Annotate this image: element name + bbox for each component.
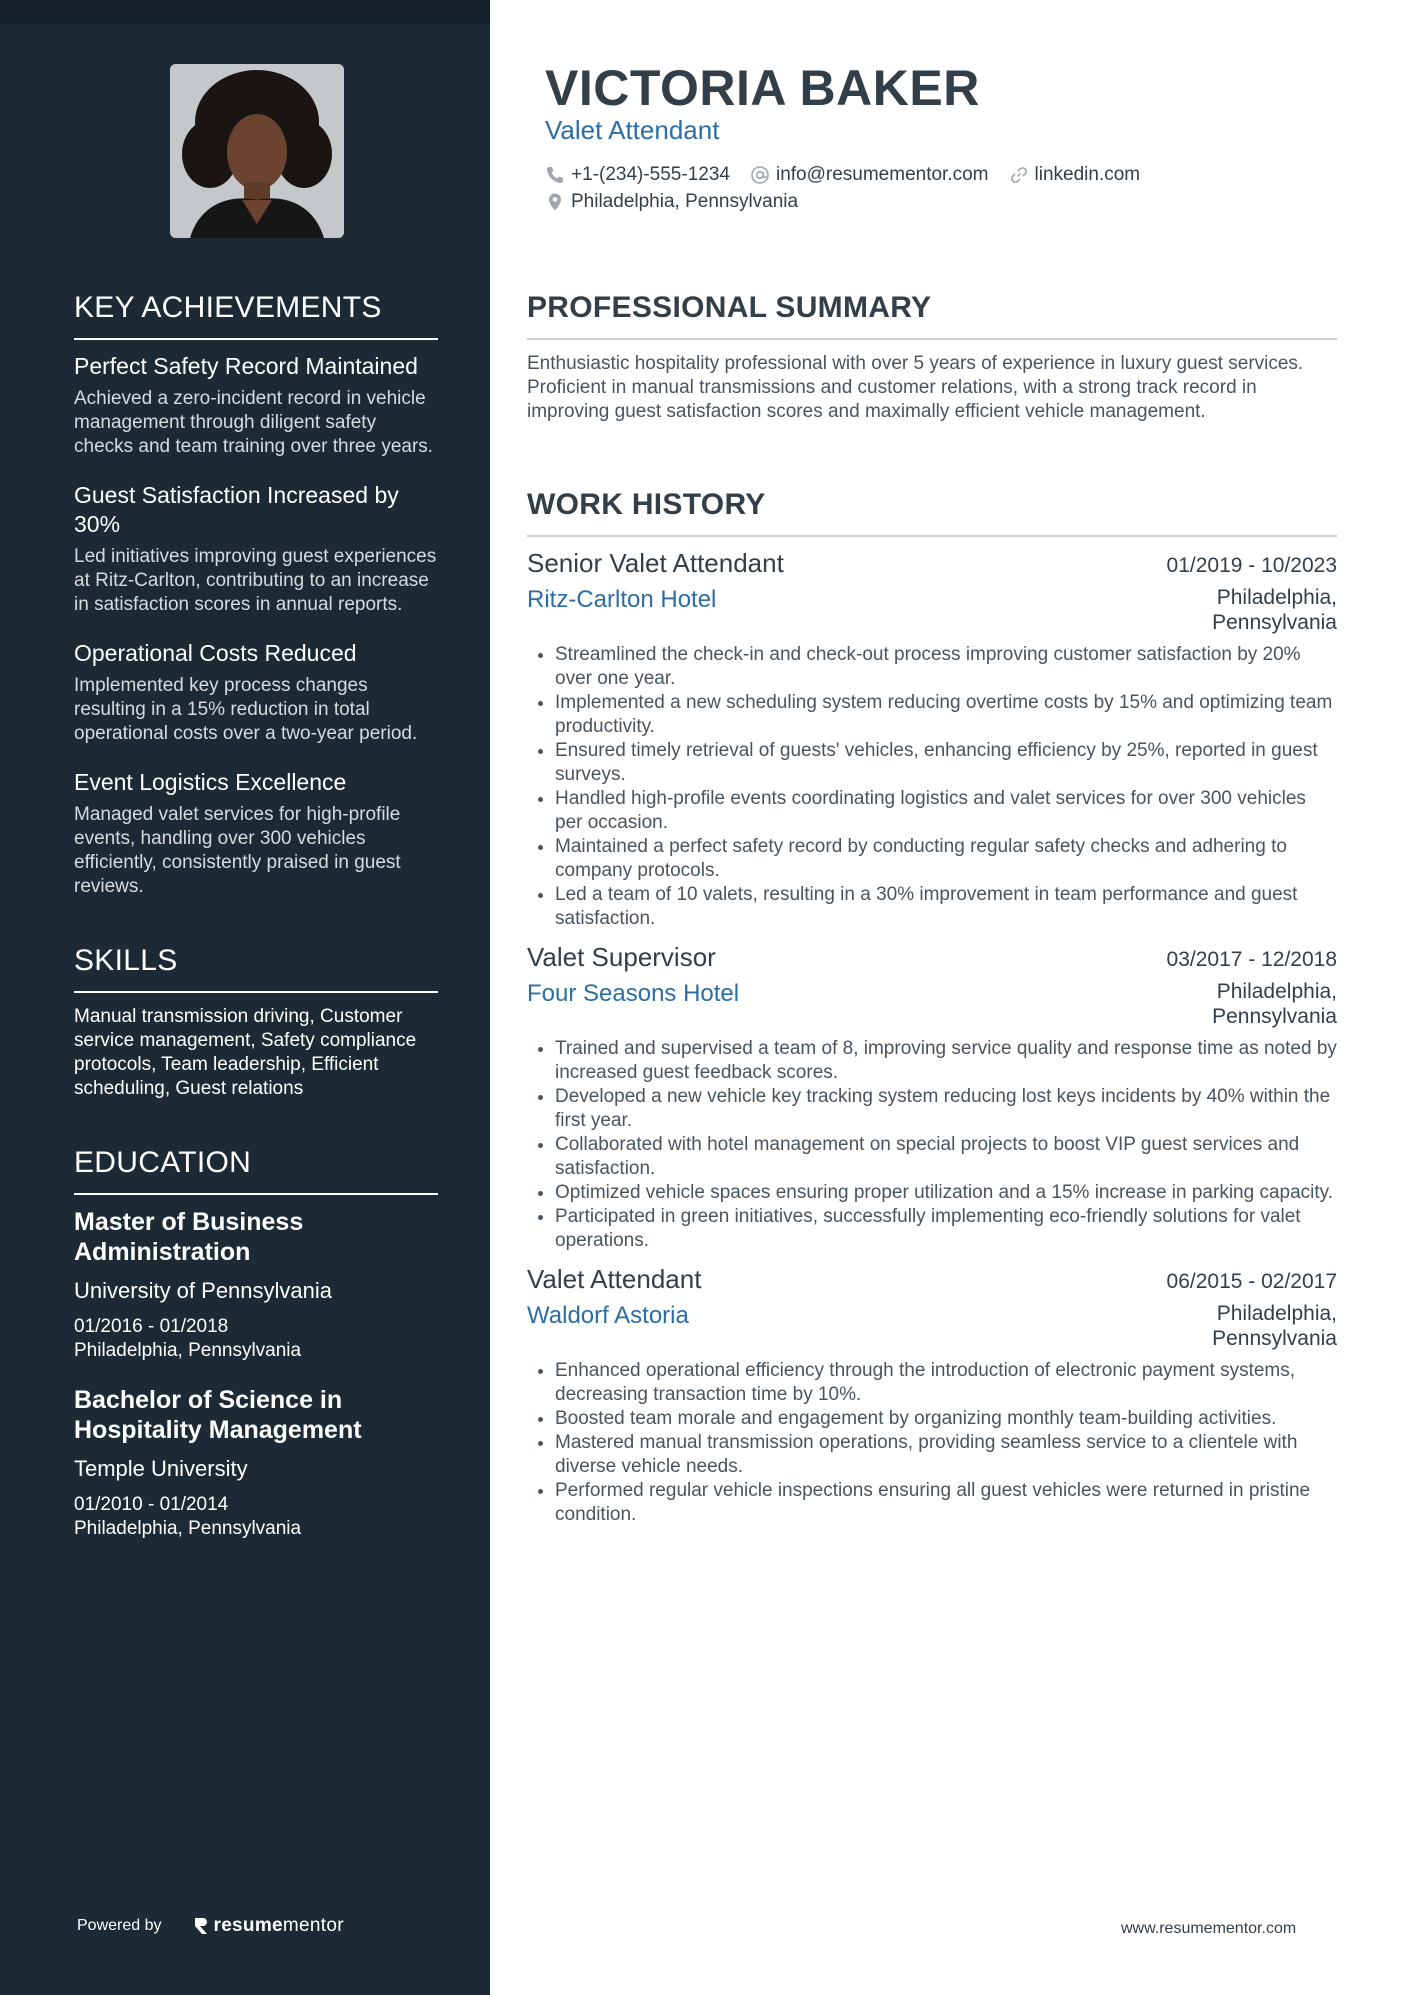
summary-text: Enthusiastic hospitality professional with over 5 years of experience in luxury guest services. Proficient in manual transmissions and customer relations, with a strong track record in improving guest satisfaction scores and maximally efficient vehicle management. <box>527 353 1304 422</box>
sidebar-content <box>74 290 438 1585</box>
candidate-name: VICTORIA BAKER <box>545 60 980 116</box>
job-dates: 06/2015 - 02/2017 <box>1166 1270 1337 1293</box>
brand-name-bold: resume <box>213 1915 283 1936</box>
achievement-title: Guest Satisfaction Increased by 30% <box>74 482 399 537</box>
at-sign-icon <box>750 165 770 185</box>
achievement-description: Managed valet services for high-profile events, handling over 300 vehicles efficiently, consistently praised in guest reviews. <box>74 804 401 897</box>
job-bullets <box>527 643 1337 931</box>
achievement-item <box>74 352 438 459</box>
powered-by-label: Powered by <box>77 1917 162 1934</box>
job-bullet: • Streamlined the check-in and check-out process improving customer satisfaction by 20% over one year. <box>555 643 1337 691</box>
achievement-title: Operational Costs Reduced <box>74 640 357 666</box>
achievement-title: Event Logistics Excellence <box>74 769 347 795</box>
footer-url[interactable]: www.resumementor.com <box>1121 1920 1297 1937</box>
job-bullet: • Enhanced operational efficiency through the introduction of electronic payment systems, decreasing transaction time by 10%. <box>555 1359 1337 1407</box>
contact-row <box>545 164 1160 186</box>
phone-icon <box>545 165 565 185</box>
contact-location <box>545 191 798 213</box>
skills-list: Manual transmission driving, Customer service management, Safety compliance protocols, Team leadership, Efficient scheduling, Guest relations <box>74 1006 417 1099</box>
work-history-section <box>527 487 1337 1527</box>
education-item <box>74 1207 438 1363</box>
job-dates: 01/2019 - 10/2023 <box>1166 554 1337 577</box>
education-item <box>74 1385 438 1541</box>
education-school: University of Pennsylvania <box>74 1278 333 1303</box>
skills-section <box>74 943 438 1101</box>
location-text: Philadelphia, Pennsylvania <box>571 191 799 212</box>
candidate-role: Valet Attendant <box>545 115 720 145</box>
job-bullet: • Optimized vehicle spaces ensuring proper utilization and a 15% increase in parking capacity. <box>555 1181 1337 1205</box>
work-history-heading: WORK HISTORY <box>527 487 1337 537</box>
job-bullet: • Boosted team morale and engagement by organizing monthly team-building activities. <box>555 1407 1337 1431</box>
brand-name-light: mentor <box>282 1915 344 1936</box>
job-bullet: • Led a team of 10 valets, resulting in a 30% improvement in team performance and guest satisfaction. <box>555 883 1337 931</box>
education-heading: EDUCATION <box>74 1145 438 1195</box>
profile-photo-illustration <box>170 64 344 238</box>
education-location: Philadelphia, Pennsylvania <box>74 1518 302 1539</box>
achievement-item <box>74 481 438 617</box>
contact-email[interactable] <box>750 164 989 186</box>
phone-text: +1-(234)-555-1234 <box>571 164 730 185</box>
job-title: Senior Valet Attendant <box>527 548 784 578</box>
job-title: Valet Attendant <box>527 1264 702 1294</box>
location-pin-icon <box>545 192 565 212</box>
job-title: Valet Supervisor <box>527 942 716 972</box>
job-bullet: • Collaborated with hotel management on special projects to boost VIP guest services and satisfaction. <box>555 1133 1337 1181</box>
achievement-description: Implemented key process changes resulting in a 15% reduction in total operational costs over a two-year period. <box>74 675 418 744</box>
job-bullet: • Performed regular vehicle inspections ensuring all guest vehicles were returned in pristine condition. <box>555 1479 1337 1527</box>
education-school: Temple University <box>74 1456 248 1481</box>
linkedin-text: linkedin.com <box>1034 164 1141 185</box>
contact-row <box>545 191 818 213</box>
job-bullet: • Developed a new vehicle key tracking system reducing lost keys incidents by 40% within the first year. <box>555 1085 1337 1133</box>
sidebar <box>0 0 490 1995</box>
contact-phone[interactable] <box>545 164 730 186</box>
summary-heading: PROFESSIONAL SUMMARY <box>527 290 1337 340</box>
job-location: Philadelphia, Pennsylvania <box>1212 1302 1337 1350</box>
achievement-item <box>74 768 438 899</box>
job-bullet: • Participated in green initiatives, successfully implementing eco-friendly solutions for valet operations. <box>555 1205 1337 1253</box>
achievement-title: Perfect Safety Record Maintained <box>74 353 418 379</box>
email-text: info@resumementor.com <box>775 164 989 185</box>
education-dates: 01/2010 - 01/2014 <box>74 1494 229 1515</box>
job-entry <box>527 1263 1337 1527</box>
brand-logo[interactable] <box>194 1915 344 1937</box>
job-company: Ritz-Carlton Hotel <box>527 586 717 613</box>
job-entry <box>527 941 1337 1253</box>
education-location: Philadelphia, Pennsylvania <box>74 1340 302 1361</box>
job-bullet: • Maintained a perfect safety record by conducting regular safety checks and adhering to company protocols. <box>555 835 1337 883</box>
job-bullets <box>527 1037 1337 1253</box>
job-bullet: • Implemented a new scheduling system reducing overtime costs by 15% and optimizing team productivity. <box>555 691 1337 739</box>
job-dates: 03/2017 - 12/2018 <box>1166 948 1337 971</box>
job-location: Philadelphia, Pennsylvania <box>1212 586 1337 634</box>
job-bullet: • Ensured timely retrieval of guests' vehicles, enhancing efficiency by 25%, reported in guest surveys. <box>555 739 1337 787</box>
job-bullet: • Mastered manual transmission operations, providing seamless service to a clientele with diverse vehicle needs. <box>555 1431 1337 1479</box>
contact-linkedin[interactable] <box>1009 164 1141 186</box>
brand-mark-icon <box>194 1917 208 1935</box>
skills-heading: SKILLS <box>74 943 438 993</box>
education-degree: Bachelor of Science in Hospitality Management <box>74 1386 362 1444</box>
achievements-heading: KEY ACHIEVEMENTS <box>74 290 438 340</box>
education-section <box>74 1145 438 1541</box>
education-dates: 01/2016 - 01/2018 <box>74 1316 229 1337</box>
profile-photo <box>170 64 344 238</box>
job-company: Four Seasons Hotel <box>527 980 740 1007</box>
job-bullet: • Handled high-profile events coordinating logistics and valet services for over 300 vehicles per occasion. <box>555 787 1337 835</box>
link-icon <box>1009 165 1029 185</box>
achievement-item <box>74 639 438 746</box>
powered-by <box>77 1915 344 1937</box>
job-bullets <box>527 1359 1337 1527</box>
achievement-description: Led initiatives improving guest experiences at Ritz-Carlton, contributing to an increase in satisfaction scores in annual reports. <box>74 546 437 615</box>
job-location: Philadelphia, Pennsylvania <box>1212 980 1337 1028</box>
job-bullet: • Trained and supervised a team of 8, improving service quality and response time as noted by increased guest feedback scores. <box>555 1037 1337 1085</box>
job-company: Waldorf Astoria <box>527 1302 689 1329</box>
summary-section <box>527 290 1337 424</box>
achievement-description: Achieved a zero-incident record in vehicle management through diligent safety checks and team training over three years. <box>74 388 434 457</box>
education-degree: Master of Business Administration <box>74 1208 304 1266</box>
achievements-section <box>74 290 438 899</box>
sidebar-top-bar <box>0 0 490 24</box>
job-entry <box>527 547 1337 931</box>
